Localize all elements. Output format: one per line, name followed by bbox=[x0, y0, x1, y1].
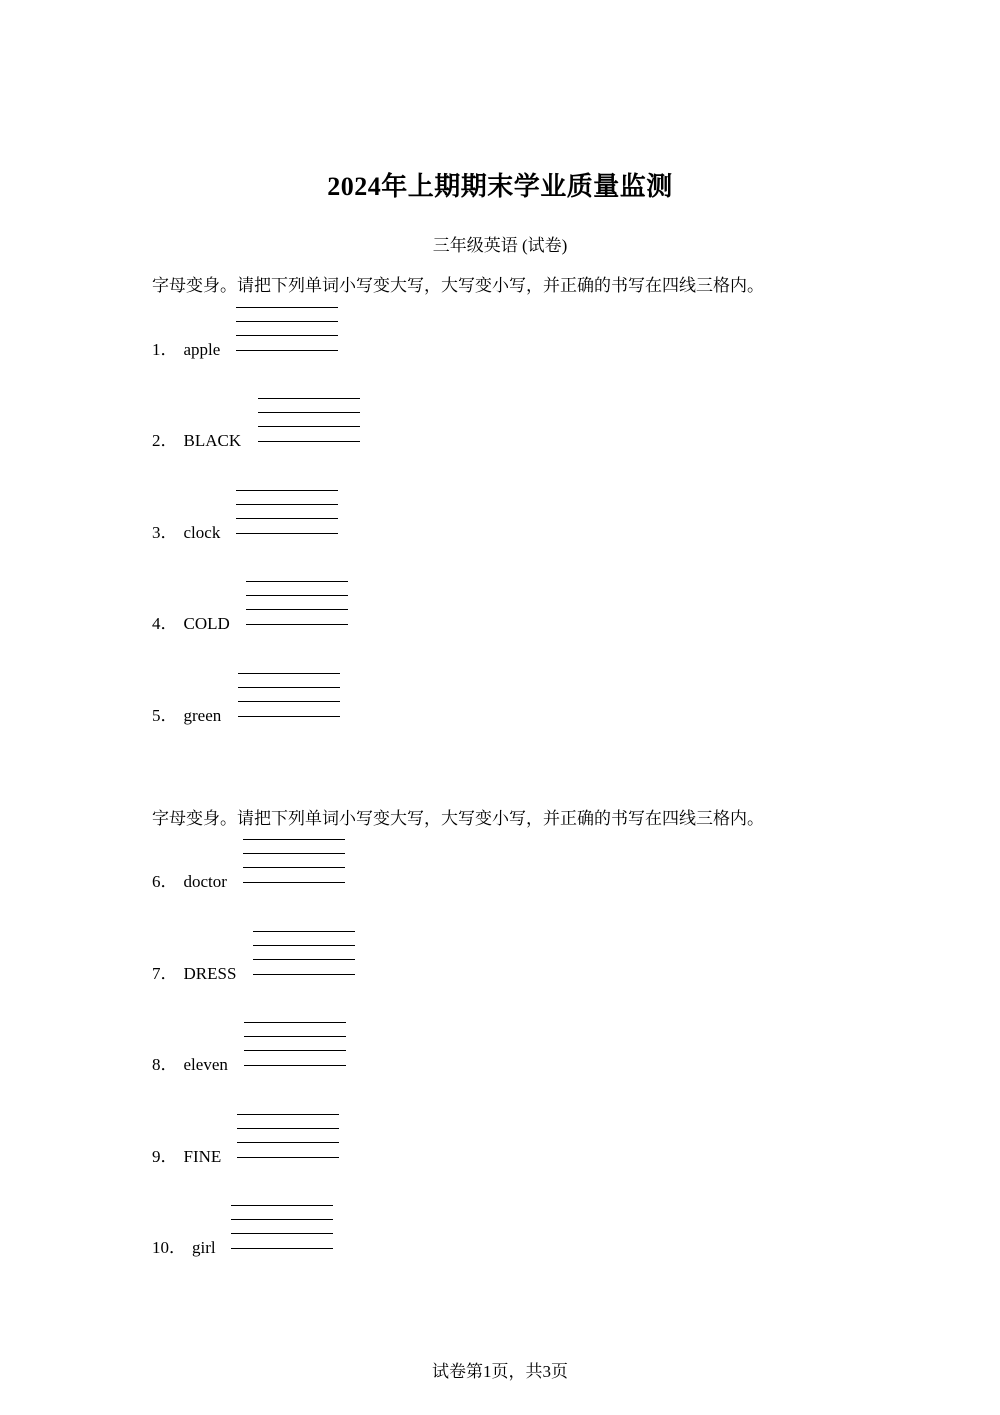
question-8 bbox=[152, 1022, 552, 1072]
question-separator: ． bbox=[160, 872, 178, 891]
question-word: FINE bbox=[183, 1147, 222, 1166]
question-1 bbox=[152, 307, 552, 357]
question-number: 8 bbox=[152, 1055, 161, 1074]
section-1-instruction: 字母变身。请把下列单词小写变大写，大写变小写，并正确的书写在四线三格内。 bbox=[152, 276, 764, 296]
four-line-grid[interactable] bbox=[236, 307, 338, 353]
question-word: DRESS bbox=[183, 964, 237, 983]
question-number: 2 bbox=[152, 431, 161, 450]
four-line-grid[interactable] bbox=[246, 581, 348, 627]
question-word: eleven bbox=[183, 1055, 228, 1074]
question-word: COLD bbox=[183, 614, 230, 633]
question-separator: ． bbox=[160, 964, 178, 983]
question-separator: ． bbox=[160, 614, 178, 633]
four-line-grid[interactable] bbox=[244, 1022, 346, 1068]
question-number: 7 bbox=[152, 964, 161, 983]
question-word: clock bbox=[183, 523, 221, 542]
question-label bbox=[152, 1050, 228, 1075]
question-label bbox=[152, 867, 227, 892]
section-2-instruction: 字母变身。请把下列单词小写变大写，大写变小写，并正确的书写在四线三格内。 bbox=[152, 809, 764, 829]
question-word: girl bbox=[192, 1238, 216, 1257]
question-10 bbox=[152, 1205, 552, 1255]
four-line-grid[interactable] bbox=[253, 931, 355, 977]
question-label bbox=[152, 1233, 216, 1258]
question-number: 5 bbox=[152, 706, 161, 725]
question-label bbox=[152, 518, 220, 543]
question-label bbox=[152, 609, 230, 634]
question-label bbox=[152, 959, 236, 984]
four-line-grid[interactable] bbox=[231, 1205, 333, 1251]
question-2 bbox=[152, 398, 552, 448]
question-separator: ． bbox=[160, 706, 178, 725]
question-word: apple bbox=[183, 340, 221, 359]
question-number: 1 bbox=[152, 340, 161, 359]
exam-subtitle: 三年级英语 (试卷) bbox=[432, 236, 568, 255]
exam-title: 2024年上期期末学业质量监测 bbox=[327, 172, 673, 201]
question-separator: ． bbox=[169, 1238, 186, 1257]
question-label bbox=[152, 426, 241, 451]
four-line-grid[interactable] bbox=[243, 839, 345, 885]
question-separator: ． bbox=[160, 1055, 178, 1074]
question-label bbox=[152, 335, 220, 360]
question-separator: ． bbox=[160, 523, 178, 542]
question-label bbox=[152, 1142, 221, 1167]
question-separator: ． bbox=[160, 431, 178, 450]
question-number: 10 bbox=[152, 1238, 169, 1257]
question-separator: ． bbox=[160, 340, 178, 359]
question-5 bbox=[152, 673, 552, 723]
four-line-grid[interactable] bbox=[236, 490, 338, 536]
question-word: BLACK bbox=[183, 431, 242, 450]
question-7 bbox=[152, 931, 552, 981]
question-label bbox=[152, 701, 221, 726]
question-number: 3 bbox=[152, 523, 161, 542]
question-separator: ． bbox=[160, 1147, 178, 1166]
question-number: 4 bbox=[152, 614, 161, 633]
question-number: 6 bbox=[152, 872, 161, 891]
page-footer: 试卷第1页，共3页 bbox=[432, 1362, 568, 1381]
question-word: green bbox=[183, 706, 222, 725]
question-6 bbox=[152, 839, 552, 889]
question-word: doctor bbox=[183, 872, 227, 891]
four-line-grid[interactable] bbox=[237, 1114, 339, 1160]
four-line-grid[interactable] bbox=[238, 673, 340, 719]
four-line-grid[interactable] bbox=[258, 398, 360, 444]
question-3 bbox=[152, 490, 552, 540]
question-9 bbox=[152, 1114, 552, 1164]
question-4 bbox=[152, 581, 552, 631]
question-number: 9 bbox=[152, 1147, 161, 1166]
